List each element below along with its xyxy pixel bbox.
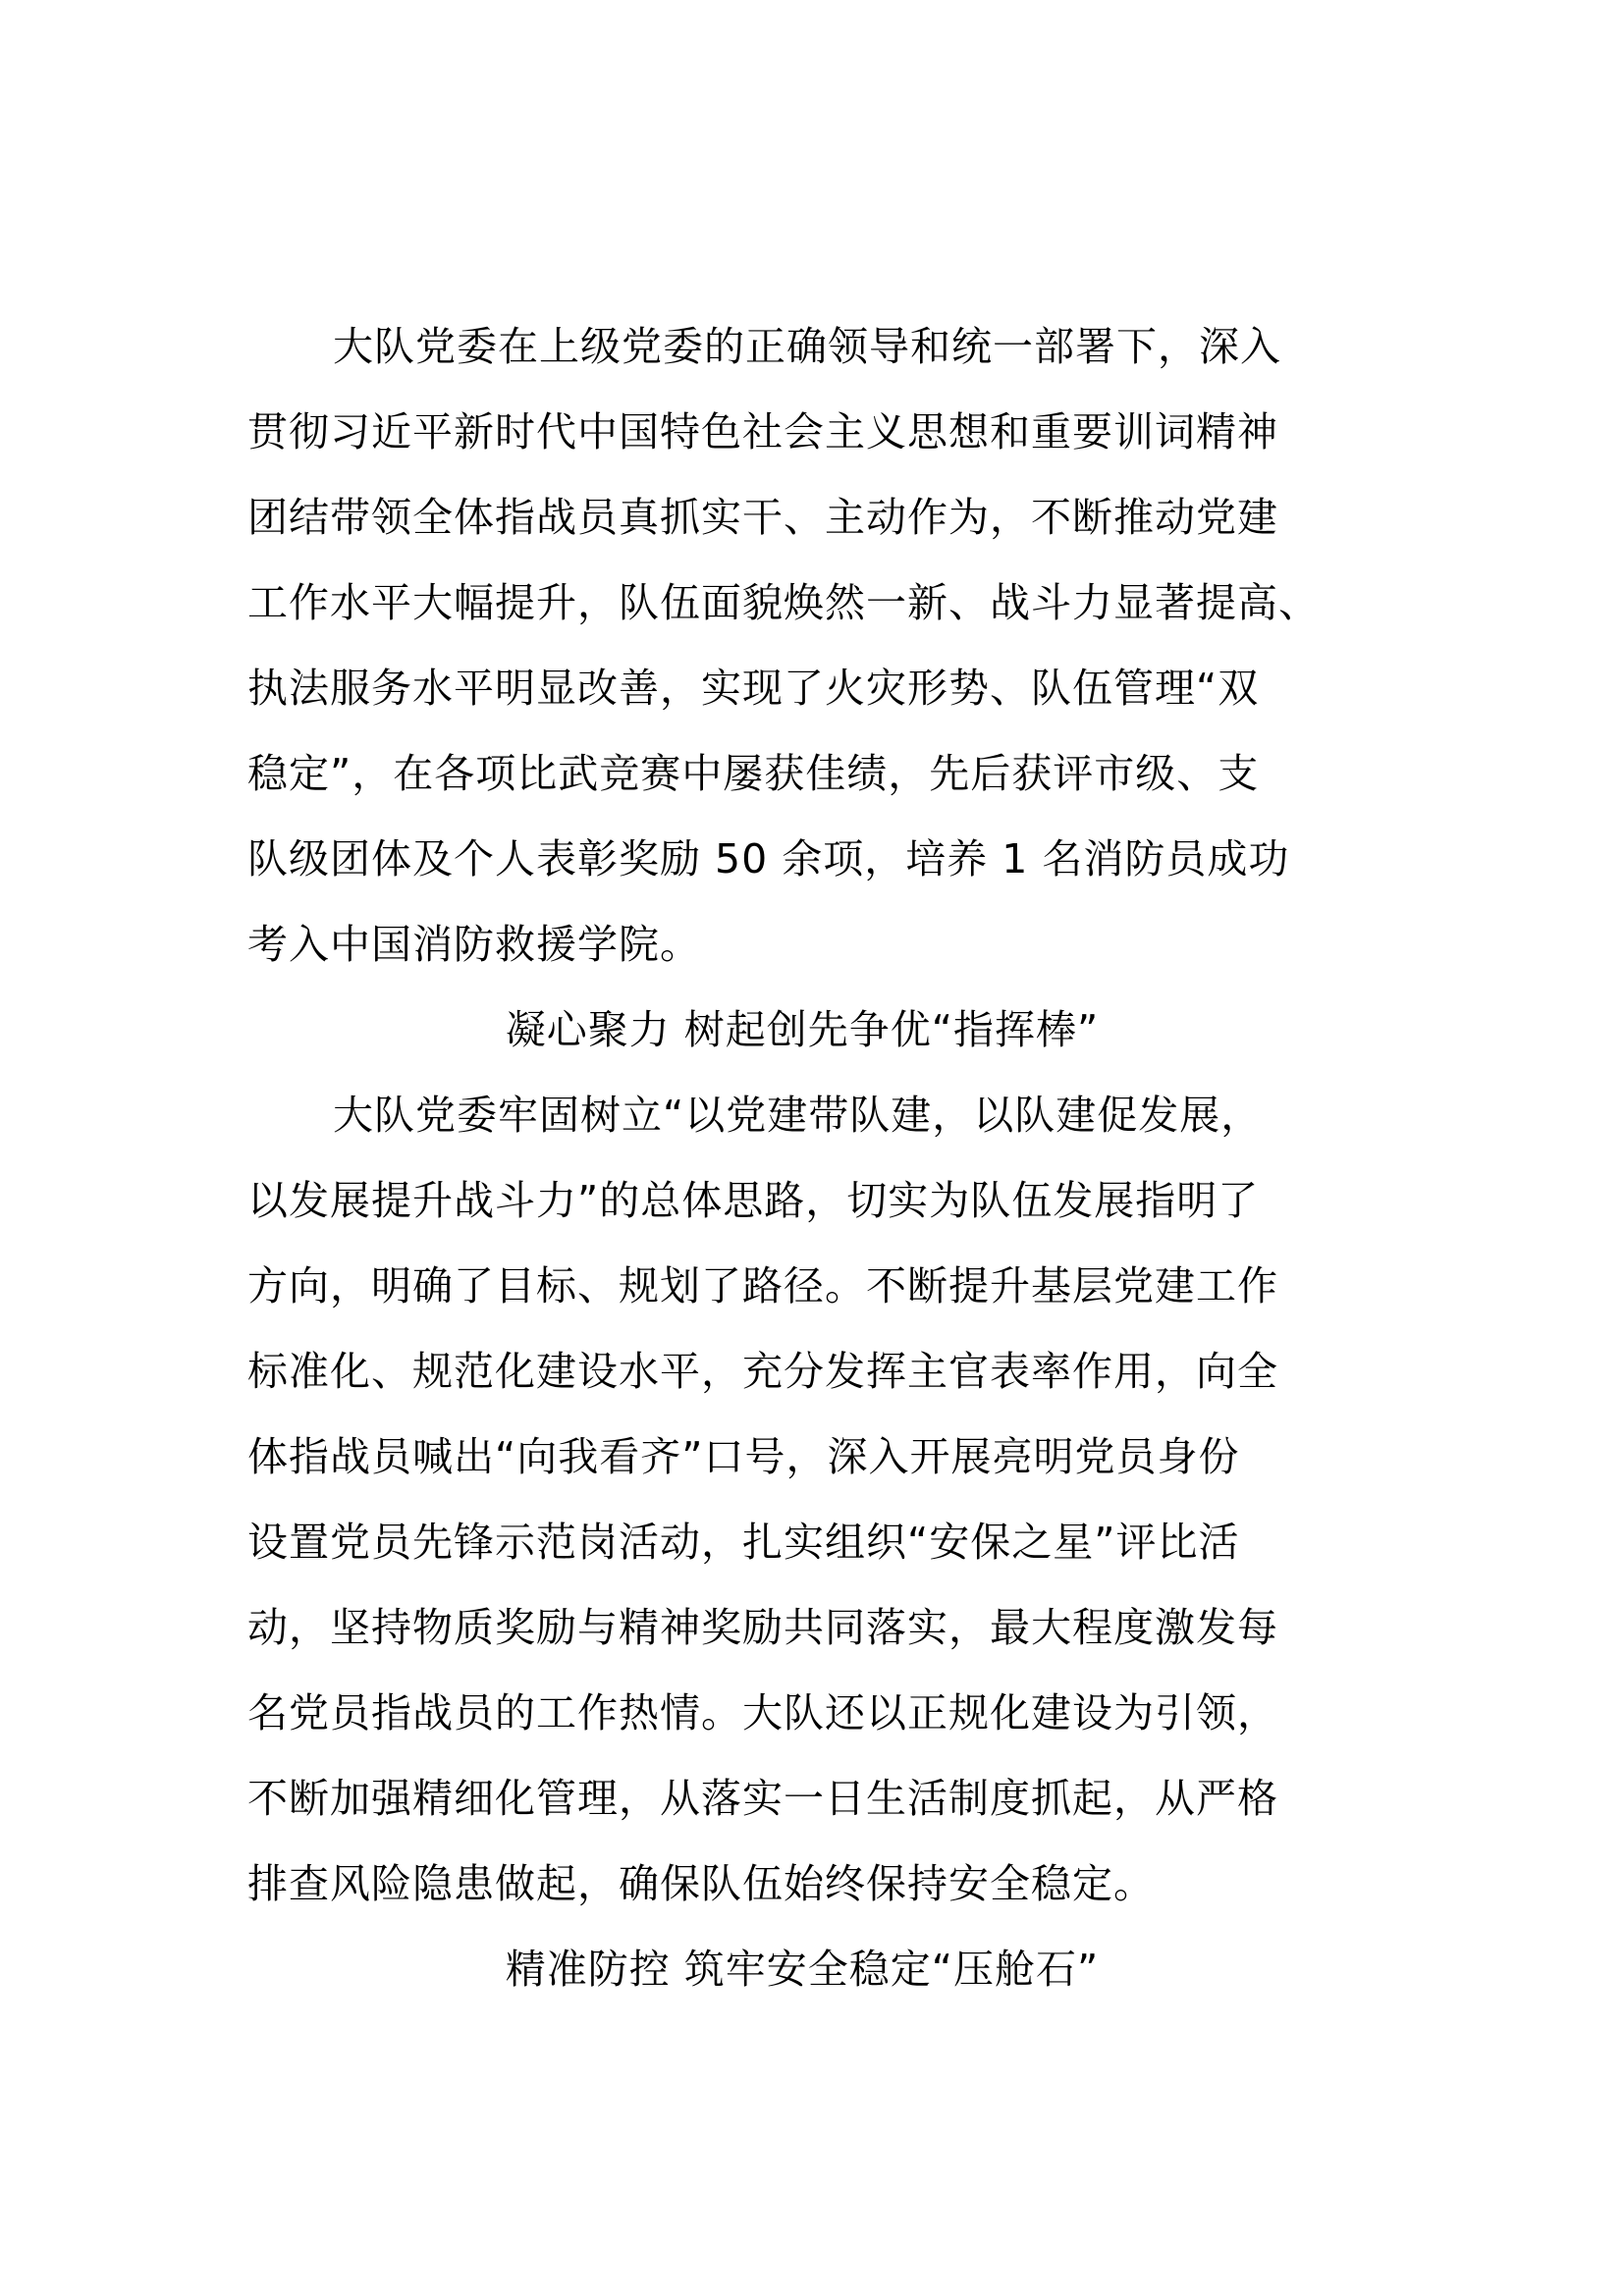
section-heading-1: 凝心聚力 树起创先争优“指挥棒”	[505, 1006, 1100, 1053]
paragraph-line: 团结带领全体指战员真抓实干、主动作为，不断推动党建	[247, 494, 1278, 541]
paragraph-line: 标准化、规范化建设水平，充分发挥主官表率作用，向全	[247, 1348, 1278, 1395]
paragraph-line: 名党员指战员的工作热情。大队还以正规化建设为引领，	[247, 1689, 1278, 1736]
paragraph-line: 方向，明确了目标、规划了路径。不断提升基层党建工作	[247, 1262, 1278, 1309]
paragraph-line: 考入中国消防救援学院。	[247, 921, 701, 968]
paragraph-line: 大队党委牢固树立“以党建带队建，以队建促发展，	[333, 1092, 1263, 1139]
paragraph-line: 稳定”，在各项比武竞赛中屡获佳绩，先后获评市级、支	[247, 750, 1260, 797]
paragraph-line: 工作水平大幅提升，队伍面貌焕然一新、战斗力显著提高、	[247, 579, 1320, 626]
paragraph-intro	[247, 304, 1377, 988]
paragraph-line: 排查风险隐患做起，确保队伍始终保持安全稳定。	[247, 1860, 1155, 1907]
paragraph-line: 大队党委在上级党委的正确领导和统一部署下，深入	[333, 323, 1281, 370]
paragraph-line: 设置党员先锋示范岗活动，扎实组织“安保之星”评比活	[247, 1519, 1240, 1566]
paragraph-line: 队级团体及个人表彰奖励 50 余项，培养 1 名消防员成功	[247, 835, 1290, 882]
section-heading-2: 精准防控 筑牢安全稳定“压舱石”	[505, 1946, 1100, 1993]
document-page	[247, 304, 1377, 2012]
paragraph-line: 不断加强精细化管理，从落实一日生活制度抓起，从严格	[247, 1775, 1278, 1822]
paragraph-line: 体指战员喊出“向我看齐”口号，深入开展亮明党员身份	[247, 1433, 1240, 1480]
paragraph-section-1	[247, 1073, 1377, 1927]
paragraph-line: 以发展提升战斗力”的总体思路，切实为队伍发展指明了	[247, 1177, 1260, 1224]
paragraph-line: 动，坚持物质奖励与精神奖励共同落实，最大程度激发每	[247, 1604, 1278, 1651]
paragraph-line: 贯彻习近平新时代中国特色社会主义思想和重要训词精神	[247, 408, 1278, 455]
paragraph-line: 执法服务水平明显改善，实现了火灾形势、队伍管理“双	[247, 665, 1260, 712]
